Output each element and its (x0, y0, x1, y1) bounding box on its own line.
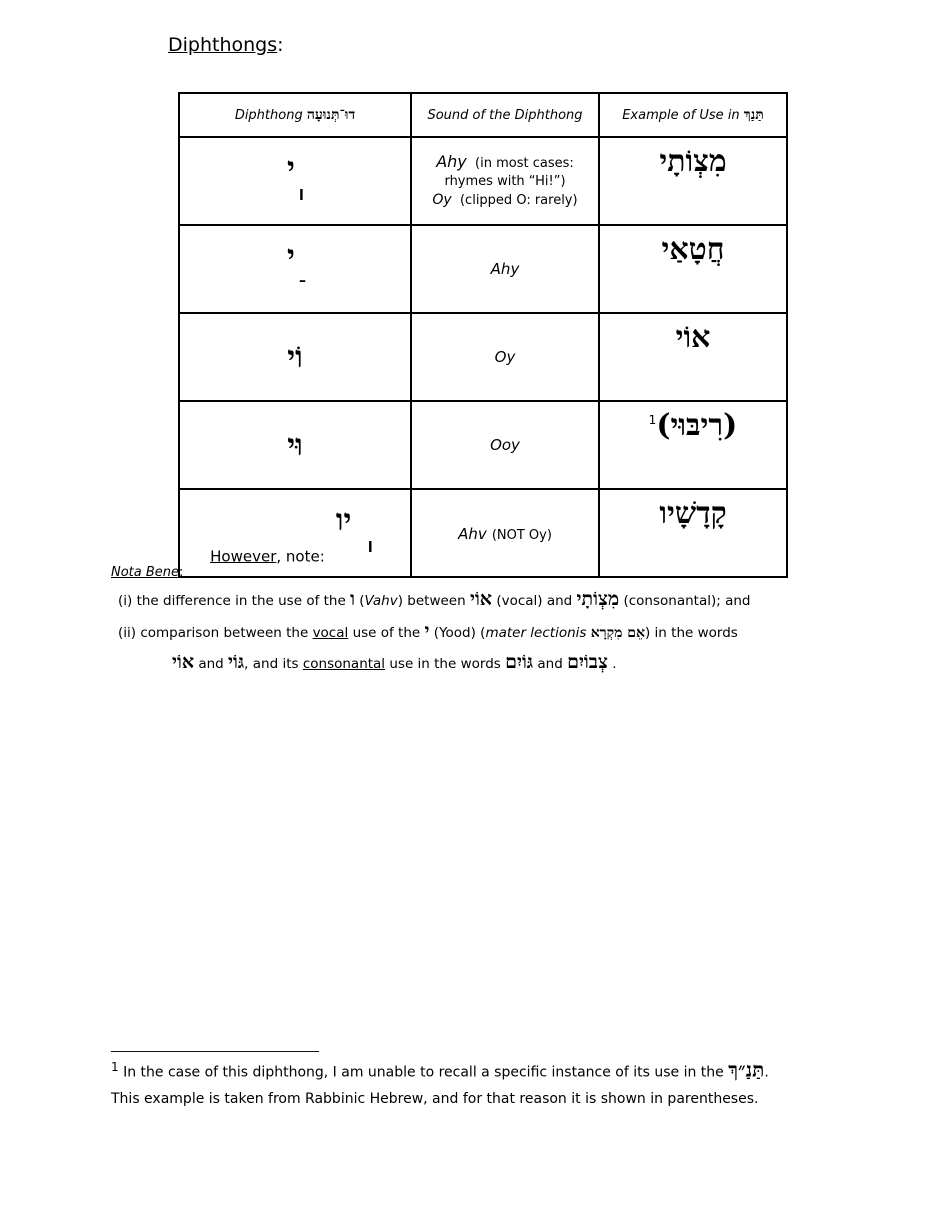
hebrew-word: אוֹי (172, 651, 195, 673)
sound-note: (in most cases: (475, 155, 574, 171)
text: (i) the difference in the use of the (118, 593, 346, 609)
example-word (599, 401, 787, 489)
page-title-colon: : (277, 34, 284, 56)
diphthong-sound: Ooy (411, 401, 599, 489)
diphthong-symbol: וּי (179, 401, 411, 489)
table-row (179, 137, 787, 225)
header-example (599, 93, 787, 137)
text: , and its (244, 656, 299, 672)
hebrew-word: צְבוֹיִם (567, 651, 608, 673)
text: (consonantal); and (623, 593, 751, 609)
vav-glyph: ו (350, 588, 355, 610)
consonantal-text: consonantal (302, 656, 386, 672)
text: use of the (352, 625, 421, 641)
header-diphthong-label: Diphthong (234, 107, 303, 123)
header-sound (411, 93, 599, 137)
yod-vav-glyph: יו (335, 502, 352, 538)
hebrew-word: גּוֹי (228, 651, 245, 673)
sound-note: (NOT Oy) (491, 527, 552, 543)
qamats-mark: ꞁ (367, 536, 373, 553)
diphthong-symbol: וֹי (179, 313, 411, 401)
nota-bene-item-1 (118, 588, 751, 611)
nota-bene-colon: : (179, 565, 184, 580)
footnote-text: . This example is taken from Rabbinic Hebrew, and for that reason it is shown in parentheses. (111, 1064, 769, 1107)
table-row (179, 489, 787, 577)
text: and (198, 656, 224, 672)
example-word-text: (רִיבּוּי) (656, 408, 738, 443)
vocal-text: vocal (312, 625, 349, 641)
footnote-rule: ________________________________ (111, 1038, 319, 1053)
hebrew-word: מִצְוֹתָי (576, 588, 620, 610)
diphthong-sound (411, 489, 599, 577)
patah-mark: – (299, 273, 306, 289)
diphthong-sound: Oy (411, 313, 599, 401)
page-title (168, 34, 284, 56)
yod-glyph: י (287, 151, 295, 186)
example-word: אוֹי (599, 313, 787, 401)
nota-bene-item-3 (172, 651, 617, 674)
yod-glyph: י (287, 239, 295, 274)
diphthong-symbol (179, 489, 411, 577)
footnote (111, 1054, 791, 1112)
page-title-text: Diphthongs (168, 34, 278, 56)
text: (vocal) and (496, 593, 573, 609)
footnote-text: In the case of this diphthong, I am unable to recall a specific instance of its use in the (123, 1064, 724, 1081)
example-word: קָדָשָׁיו (599, 489, 787, 577)
example-word: חֲטָאַי (599, 225, 787, 313)
header-example-hebrew: תַּנַךְ (743, 106, 764, 123)
footnote-number: 1 (111, 1060, 119, 1074)
text: ) between (397, 593, 466, 609)
diphthong-sound: Ahy (411, 225, 599, 313)
diphthong-symbol (179, 137, 411, 225)
qamats-mark: ꞁ (299, 185, 304, 201)
table-row (179, 313, 787, 401)
text: (Yood) ( (433, 625, 486, 641)
text: and (537, 656, 563, 672)
sound-main: Ahv (458, 524, 487, 543)
footnote-ref: 1 (648, 413, 657, 427)
header-example-label: Example of Use in (622, 107, 740, 123)
sound-note: rhymes with “Hi!”) (444, 173, 566, 189)
table-header-row (179, 93, 787, 137)
example-word: מִצְוֹתָי (599, 137, 787, 225)
table-row (179, 401, 787, 489)
nota-bene-label (111, 565, 183, 580)
hebrew-word: אֵם מִקְרָא (590, 625, 645, 641)
yod-glyph: י (424, 620, 430, 642)
text: ) in the words (645, 625, 738, 641)
nota-bene-item-2 (118, 620, 738, 643)
text: ( (359, 593, 365, 609)
diphthong-table (178, 92, 788, 578)
text: . (612, 656, 617, 672)
table-row (179, 225, 787, 313)
hebrew-word: גּוֹיִם (505, 651, 534, 673)
text: use in the words (389, 656, 501, 672)
nota-bene-text: Nota Bene (111, 565, 180, 580)
hebrew-word: אוֹי (469, 588, 493, 610)
sound-alt-note: (clipped O: rarely) (459, 192, 578, 208)
header-diphthong-hebrew: דוּ־תְּנוּעָה (306, 106, 356, 123)
vahv-text: Vahv (364, 593, 398, 609)
sound-main: Ahy (436, 151, 467, 171)
header-diphthong (179, 93, 411, 137)
sound-alt: Oy (432, 191, 452, 208)
header-sound-label: Sound of the Diphthong (427, 107, 583, 123)
note-text: , note: (276, 547, 325, 566)
diphthong-symbol (179, 225, 411, 313)
text: (ii) comparison between the (118, 625, 309, 641)
footnote-hebrew: תַּנַ״ךְ (728, 1057, 765, 1082)
however-text: However (210, 547, 277, 566)
mater-lectionis-text: mater lectionis (485, 625, 587, 641)
diphthong-sound (411, 137, 599, 225)
